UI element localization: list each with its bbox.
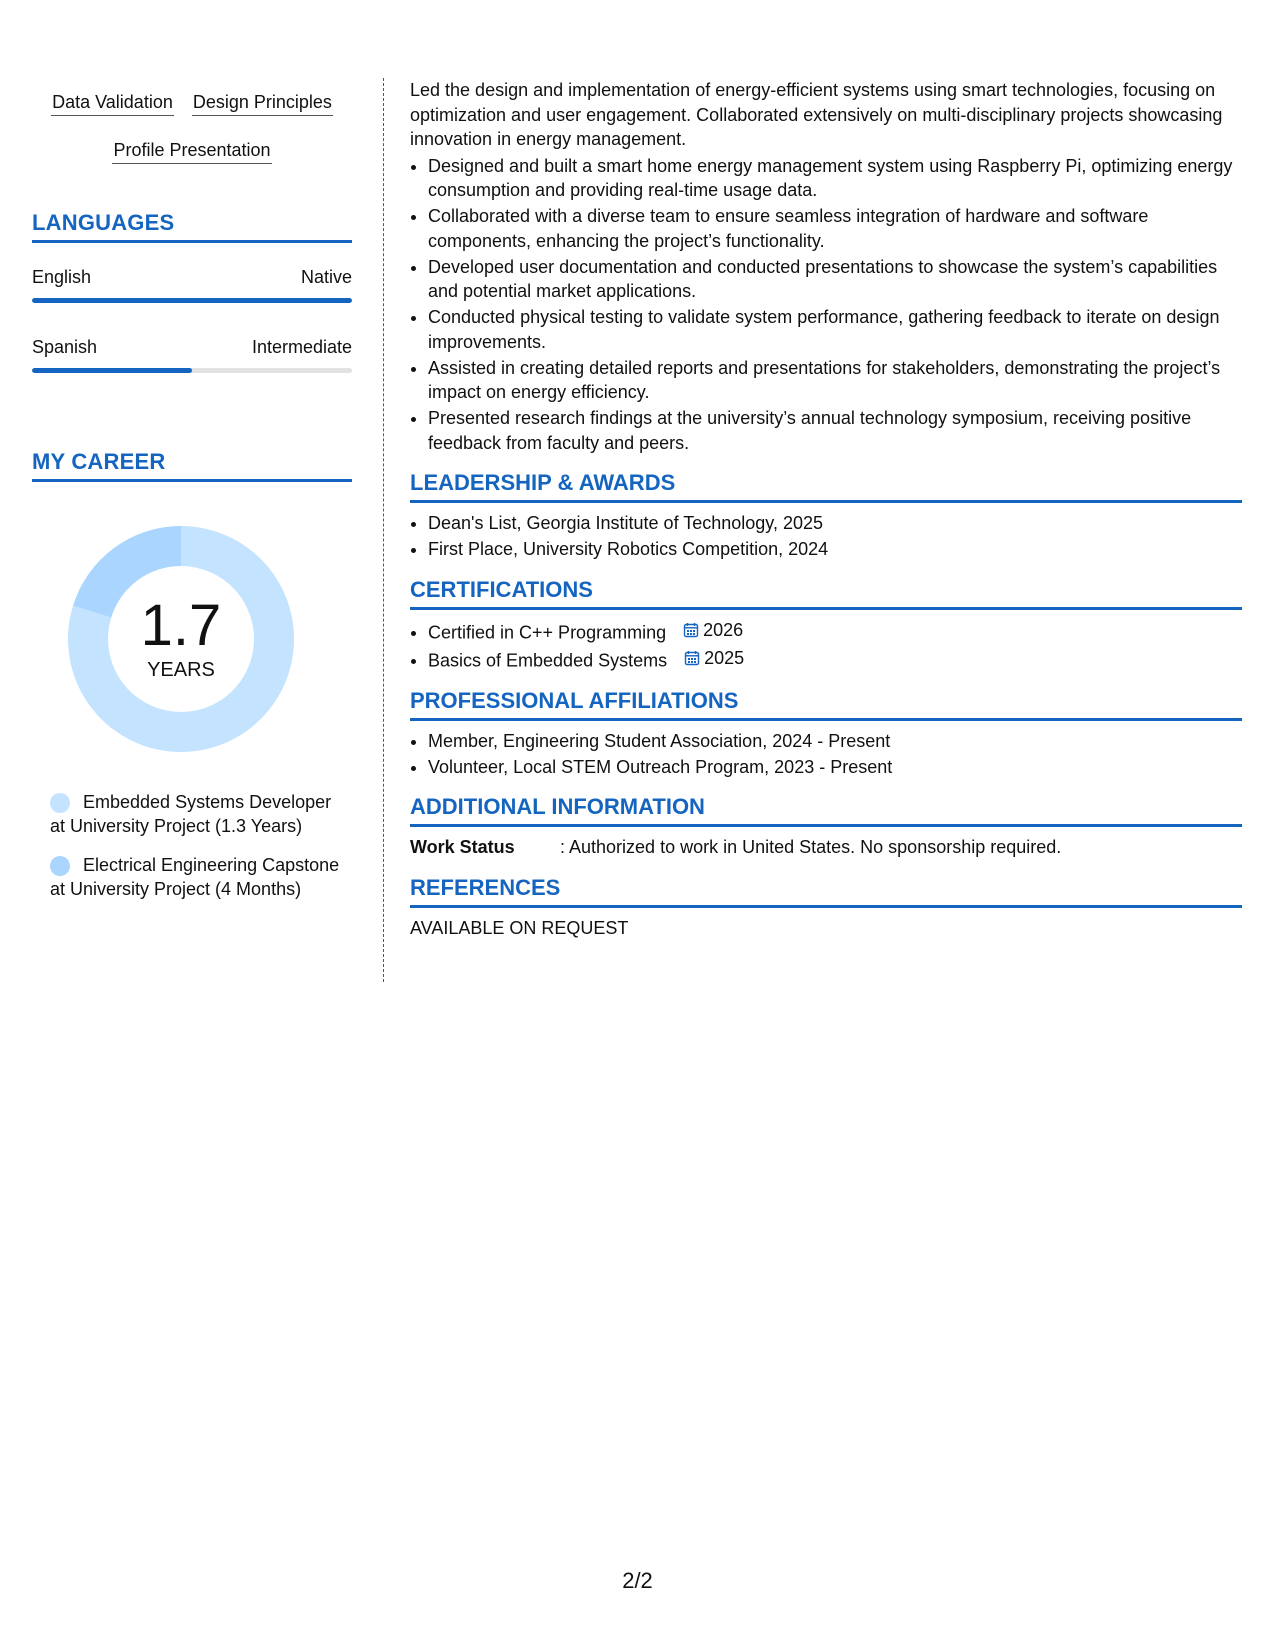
additional-info-heading: ADDITIONAL INFORMATION — [410, 793, 1242, 827]
career-legend — [50, 790, 340, 901]
language-item — [32, 335, 352, 373]
affiliations-list — [410, 729, 1242, 780]
career-total-value: 1.7 — [140, 593, 222, 658]
experience-bullets — [410, 154, 1242, 456]
calendar-icon — [683, 622, 699, 638]
language-proficiency-fill — [32, 298, 352, 303]
list-item: • First Place, University Robotics Competition, 2024 — [428, 537, 1242, 562]
list-item — [428, 618, 1242, 645]
list-item: • Developed user documentation and conducted presentations to showcase the system’s capabilities and potential market applications. — [428, 255, 1242, 304]
language-item — [32, 265, 352, 303]
certification-name: Certified in C++ Programming — [428, 621, 667, 642]
career-dot — [50, 856, 70, 876]
calendar-icon — [684, 650, 700, 666]
language-proficiency-bar — [32, 368, 352, 373]
list-item: • Volunteer, Local STEM Outreach Program, 2023 - Present — [428, 755, 1242, 780]
career-entry — [50, 790, 340, 838]
career-heading: MY CAREER — [32, 449, 352, 482]
experience-intro: Led the design and implementation of energy-efficient systems using smart technologies, focusing on optimization and user engagement. Collaborated extensively on multi-disciplinary projects showcasing innovation in energy management. — [410, 80, 1223, 149]
certifications-list — [410, 618, 1242, 673]
language-level: Native — [300, 267, 352, 287]
languages-section — [32, 210, 352, 373]
career-entry-text: Embedded Systems Developer at University Project (1.3 Years) — [50, 792, 332, 836]
references-heading: REFERENCES — [410, 874, 1242, 908]
skill-tag: Design Principles — [192, 90, 333, 116]
certification-year: 2026 — [703, 619, 744, 640]
certifications-heading: CERTIFICATIONS — [410, 576, 1242, 610]
skills-list — [32, 78, 352, 164]
list-item: • Presented research findings at the university’s annual technology symposium, receiving positive feedback from faculty and peers. — [428, 406, 1242, 455]
list-item: • Assisted in creating detailed reports and presentations for stakeholders, demonstrating the project’s impact on energy efficiency. — [428, 356, 1242, 405]
certification-name: Basics of Embedded Systems — [428, 650, 668, 670]
career-donut-chart — [66, 524, 296, 754]
affiliations-heading: PROFESSIONAL AFFILIATIONS — [410, 687, 1242, 721]
career-section — [32, 449, 352, 901]
list-item: • Dean's List, Georgia Institute of Technology, 2025 — [428, 511, 1242, 536]
language-name: Spanish — [32, 337, 98, 357]
skill-tag: Data Validation — [51, 90, 174, 116]
column-divider — [383, 78, 384, 982]
career-entry-text: Electrical Engineering Capstone at University Project (4 Months) — [50, 855, 340, 899]
list-item: • Designed and built a smart home energy management system using Raspberry Pi, optimizing energy consumption and providing real-time usage data. — [428, 154, 1242, 203]
leadership-list — [410, 511, 1242, 562]
work-status-row — [410, 835, 1242, 860]
career-entry — [50, 853, 340, 901]
leadership-heading: LEADERSHIP & AWARDS — [410, 469, 1242, 503]
language-level: Intermediate — [251, 337, 352, 357]
language-proficiency-bar — [32, 298, 352, 303]
list-item: • Conducted physical testing to validate system performance, gathering feedback to iterate on design improvements. — [428, 305, 1242, 354]
career-dot — [50, 793, 70, 813]
career-total — [66, 524, 296, 754]
list-item — [428, 646, 1242, 673]
sidebar — [32, 78, 352, 916]
language-proficiency-fill — [32, 368, 192, 373]
list-item: • Collaborated with a diverse team to ensure seamless integration of hardware and software components, enhancing the project’s functionality. — [428, 204, 1242, 253]
language-name: English — [32, 267, 92, 287]
main-content — [410, 78, 1242, 940]
references-text: AVAILABLE ON REQUEST — [410, 917, 629, 938]
certification-year: 2025 — [704, 647, 745, 668]
page-number: 2/2 — [622, 1568, 653, 1593]
work-status-label: Work Status — [410, 837, 515, 857]
work-status-value: : Authorized to work in United States. No sponsorship required. — [560, 837, 1062, 857]
list-item: • Member, Engineering Student Association, 2024 - Present — [428, 729, 1242, 754]
languages-heading: LANGUAGES — [32, 210, 352, 243]
career-total-unit: YEARS — [147, 659, 215, 681]
skill-tag: Profile Presentation — [112, 138, 271, 164]
